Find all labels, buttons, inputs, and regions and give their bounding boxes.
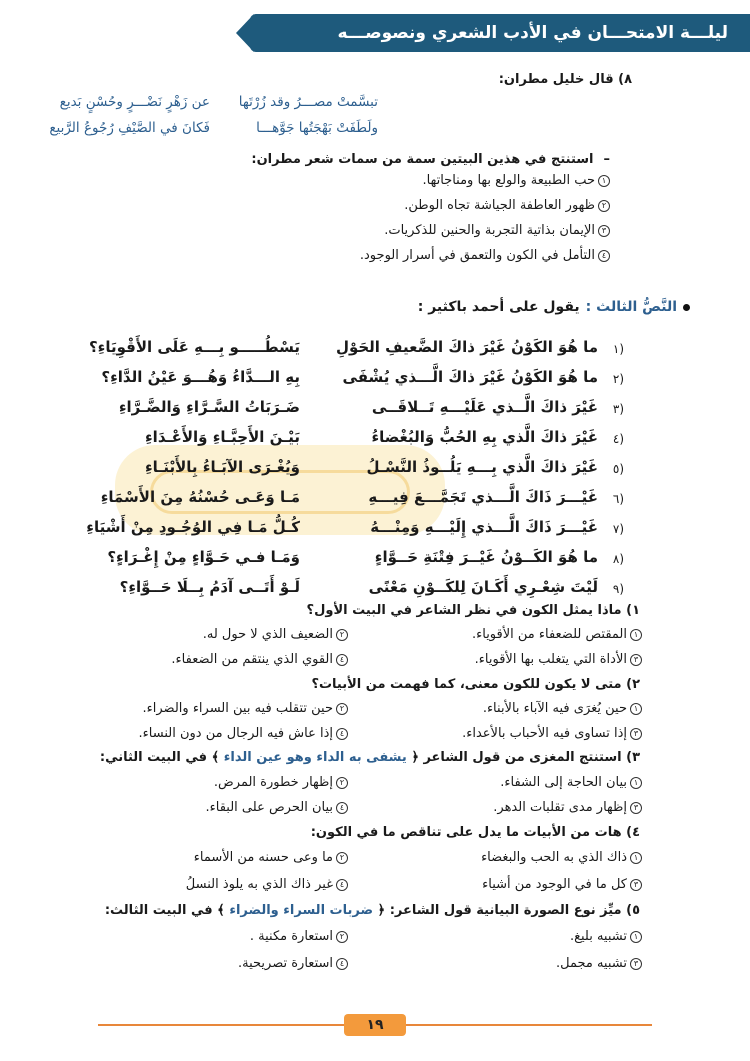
quoted-phrase: يشفى به الداء وهو عين الداء (219, 750, 412, 765)
q8-option-4[interactable] (360, 248, 610, 263)
option-text: كل ما في الوجود من أشياء (482, 877, 627, 892)
option-text: الضعيف الذي لا حول له. (202, 627, 333, 642)
verse-number: (٣ (612, 402, 624, 416)
question-8-label: ٨) قال خليل مطران: (498, 72, 632, 87)
option-text: غير ذاك الذي به يلوذ النسلُ (185, 877, 333, 892)
option-number: ١ (598, 175, 610, 187)
question-text: ﴾ في البيت الثالث: (104, 903, 225, 918)
verse-number: (٤ (612, 432, 624, 446)
option-text: ذاك الذي به الحب والبغضاء (481, 850, 627, 865)
q8-option-1[interactable] (423, 173, 611, 188)
verse-first-half: غَيْـــرَ ذَاكَ الَّـــذي تَجَمَّـــعَ فِيـــهِ (368, 488, 598, 506)
q1-option-1[interactable] (472, 627, 642, 642)
option-number: ١ (630, 629, 642, 641)
option-text: الأداة التي يتغلب بها الأقوياء. (474, 652, 627, 667)
option-text: ظهور العاطفة الجياشة تجاه الوطن. (404, 198, 595, 213)
question-text: ٥) ميِّز نوع الصورة البيانية قول الشاعر: ﴿ (377, 903, 640, 918)
q4-option-4[interactable] (186, 877, 348, 892)
option-number: ٤ (336, 879, 348, 891)
option-number: ١ (630, 777, 642, 789)
option-text: إذا تساوى فيه الأحباب بالأعداء. (462, 726, 627, 741)
option-number: ٤ (336, 654, 348, 666)
q5-option-3[interactable] (556, 956, 642, 971)
q5-option-4[interactable] (238, 956, 348, 971)
option-text: إذا عاش فيه الرجال من دون النساء. (138, 726, 333, 741)
q3-option-2[interactable] (214, 775, 348, 790)
option-text: إظهار خطورة المرض. (213, 775, 333, 790)
q1-option-2[interactable] (203, 627, 348, 642)
question-4-label: ٤) هات من الأبيات ما يدل على تناقص ما في الكون: (310, 825, 640, 840)
verse-number: (٩ (612, 582, 624, 596)
q2-option-4[interactable] (139, 726, 348, 741)
option-number: ٤ (336, 958, 348, 970)
verse-second-half: مَـا وَعَـى حُسْنُهُ مِنَ الأَسْمَاءِ (100, 488, 300, 506)
option-text: المقتص للضعفاء من الأقوياء. (471, 627, 627, 642)
section-subtitle: يقول على أحمد باكثير : (417, 299, 580, 315)
section-title: النَّصُّ الثالث : (585, 299, 677, 315)
q1-option-4[interactable] (171, 652, 348, 667)
q3-option-3[interactable] (493, 800, 642, 815)
option-text: التأمل في الكون والتعمق في أسرار الوجود. (359, 248, 595, 263)
option-number: ٤ (598, 250, 610, 262)
verse-first-half: غَيْرَ ذاكَ الَّذي بِهِ الحُبُّ وَالبُغْضاءُ (371, 428, 598, 446)
option-number: ٢ (336, 777, 348, 789)
question-3-label (100, 750, 640, 765)
q2-option-3[interactable] (462, 726, 642, 741)
verse-number: (٧ (612, 522, 624, 536)
q8-option-3[interactable] (384, 223, 610, 238)
option-number: ١ (630, 852, 642, 864)
option-text: تشبيه بليغ. (569, 929, 627, 944)
page-title: ليلـــة الامتحـــان في الأدب الشعري ونصوصـــه (337, 23, 728, 43)
option-number: ٢ (336, 629, 348, 641)
option-number: ٢ (336, 703, 348, 715)
option-text: بيان الحرص على البقاء. (205, 800, 333, 815)
q3-option-4[interactable] (206, 800, 348, 815)
q2-option-1[interactable] (483, 701, 642, 716)
option-number: ٣ (630, 958, 642, 970)
option-number: ٣ (630, 802, 642, 814)
question-1-label: ١) ماذا يمثل الكون في نظر الشاعر في البيت الأول؟ (306, 603, 640, 618)
option-text: القوي الذي ينتقم من الضعفاء. (171, 652, 333, 667)
option-number: ٢ (336, 931, 348, 943)
option-text: تشبيه مجمل. (555, 956, 627, 971)
option-number: ٣ (630, 654, 642, 666)
verse-second-half: كُـلُّ مَـا فِي الوُجُـودِ مِنْ أَشْيَاءِ (86, 518, 300, 536)
q2-option-2[interactable] (143, 701, 348, 716)
section-heading (418, 299, 690, 315)
verse-first-half: ما هُوَ الكَوْنُ غَيْرَ ذاكَ الضَّعيفِ الحَوْلِ (335, 338, 598, 356)
poem-verse-2-first-half: ولَطَفَتْ بَهْجَتُها جَوَّهـــا (256, 120, 378, 136)
option-text: حين تتقلب فيه بين السراء والضراء. (142, 701, 333, 716)
option-text: استعارة تصريحية. (238, 956, 333, 971)
verse-first-half: ما هُوَ الكَــوْنُ غَيْــرَ فِتْنَةِ حَــوَّاءٍ (374, 548, 598, 566)
option-text: الإيمان بذاتية التجربة والحنين للذكريات. (384, 223, 595, 238)
poem-verse-2-second-half: فَكانَ في الصَّيْفِ رُجُوعُ الرَّبيع (49, 120, 210, 136)
bullet-icon (683, 304, 690, 311)
option-text: استعارة مكنية . (249, 929, 333, 944)
option-number: ١ (630, 931, 642, 943)
verse-number: (٢ (612, 372, 624, 386)
quoted-phrase: ضربات السراء والضراء (224, 903, 378, 918)
option-number: ٣ (630, 879, 642, 891)
option-text: حين يُغرَى فيه الآباء بالأبناء. (482, 701, 627, 716)
header-tab-arrow (236, 14, 254, 52)
option-number: ٣ (630, 728, 642, 740)
verse-second-half: يَسْطُـــــو بِـــهِ عَلَى الأَقْوِيَاءِ؟ (88, 338, 300, 356)
q1-option-3[interactable] (475, 652, 642, 667)
question-text: ٣) استنتج المغزى من قول الشاعر ﴿ (411, 750, 640, 765)
verse-second-half: ضَـرَبَاتُ السَّـرَّاءِ وَالضَّـرَّاءِ (118, 398, 300, 416)
verse-number: (٨ (612, 552, 624, 566)
option-text: ما وعى حسنه من الأسماء (193, 850, 333, 865)
verse-second-half: بِهِ الـــدَّاءُ وَهُـــوَ عَيْنُ الدَّاءِ؟ (101, 368, 300, 386)
q8-option-2[interactable] (404, 198, 610, 213)
verse-second-half: وَيُغْـرَى الآبَـاءُ بِالأَبْنَـاءِ (144, 458, 300, 476)
option-number: ٢ (598, 200, 610, 212)
question-2-label: ٢) متى لا يكون للكون معنى، كما فهمت من الأبيات؟ (311, 677, 640, 692)
page-number: ١٩ (344, 1014, 406, 1036)
verse-second-half: لَـوْ أَتَــى آدَمُ بِــلَا حَــوَّاءِ؟ (119, 578, 300, 596)
q3-option-1[interactable] (500, 775, 642, 790)
option-text: إظهار مدى تقلبات الدهر. (493, 800, 627, 815)
option-text: حب الطبيعة والولع بها ومناجاتها. (422, 173, 595, 188)
verse-first-half: ما هُوَ الكَوْنُ غَيْرَ ذاكَ الَّـــذي يُشْفَى (342, 368, 598, 386)
question-5-label (105, 903, 640, 918)
question-8-prompt: –استنتج في هذين البيتين سمة من سمات شعر مطران: (251, 152, 610, 167)
q4-option-3[interactable] (482, 877, 642, 892)
verse-first-half: غَيْـــرَ ذَاكَ الَّـــذي إِلَيْـــهِ وَمِنْـــهُ (370, 518, 598, 536)
poem-verse-1-second-half: عن زَهْرٍ نَضْـــرٍ وحُسْنٍ بَديع (59, 94, 210, 110)
verse-number: (٥ (612, 462, 624, 476)
verse-second-half: وَمَـا فـي حَـوَّاءٍ مِنْ إِغْـرَاءٍ؟ (107, 548, 300, 566)
q5-option-1[interactable] (570, 929, 642, 944)
verse-first-half: لَيْتَ شِعْـرِي أَكَـانَ لِلكَــوْنِ مَعْنًى (368, 578, 598, 596)
option-number: ١ (630, 703, 642, 715)
option-number: ٢ (336, 852, 348, 864)
verse-number: (٦ (612, 492, 624, 506)
option-number: ٤ (336, 728, 348, 740)
verse-first-half: غَيْرَ ذاكَ الَّذي بِـــهِ يَلُــوذُ النَّسْـلُ (366, 458, 598, 476)
question-text: ﴾ في البيت الثاني: (99, 750, 220, 765)
option-number: ٣ (598, 225, 610, 237)
poem-verse-1-first-half: تبسَّمتْ مصـــرُ وقد زُرْتَها (238, 94, 378, 110)
option-text: بيان الحاجة إلى الشفاء. (500, 775, 627, 790)
verse-number: (١ (612, 342, 624, 356)
verse-first-half: غَيْرَ ذاكَ الَّــذي عَلَيْـــهِ تَــلاقَــى (371, 398, 598, 416)
verse-second-half: بَيْـنَ الأَحِبَّـاءِ وَالأَعْـدَاءِ (145, 428, 300, 446)
q4-option-1[interactable] (481, 850, 642, 865)
q5-option-2[interactable] (250, 929, 348, 944)
option-number: ٤ (336, 802, 348, 814)
q4-option-2[interactable] (194, 850, 348, 865)
prompt-text: استنتج في هذين البيتين سمة من سمات شعر مطران: (251, 152, 594, 167)
